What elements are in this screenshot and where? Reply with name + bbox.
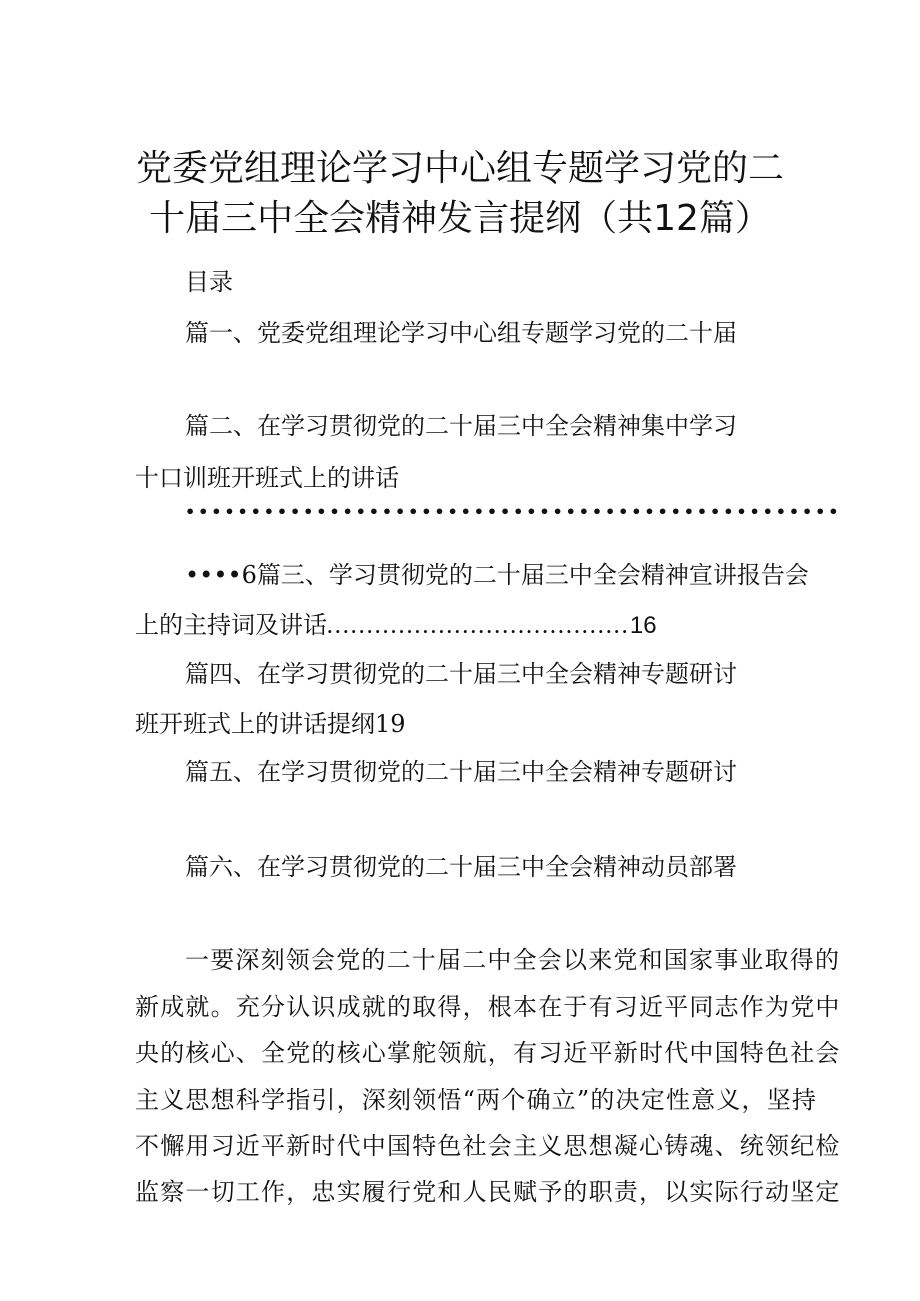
- toc-entry-4-line-1[interactable]: 篇四、在学习贯彻党的二十届三中全会精神专题研讨: [185, 660, 737, 688]
- toc-entry-5[interactable]: 篇五、在学习贯彻党的二十届三中全会精神专题研讨: [185, 758, 737, 786]
- title-line-2: 十届三中全会精神发言提纲（共12篇）: [149, 198, 771, 239]
- toc-entry-3-leader: ......................................: [327, 618, 630, 637]
- body-line-6: 监察一切工作，忠实履行党和人民赋予的职责，以实际行动坚定: [135, 1178, 841, 1206]
- toc-entry-3-line-2[interactable]: [135, 605, 657, 640]
- body-line-3: 央的核心、全党的核心掌舵领航，有习近平新时代中国特色社会: [135, 1039, 841, 1067]
- toc-entry-3-page: 16: [629, 612, 657, 639]
- toc-entry-2-line-1[interactable]: 篇二、在学习贯彻党的二十届三中全会精神集中学习: [185, 412, 737, 440]
- toc-entry-2-leader: ••••••••••••••••••••••••••••••••••••••••••••••••••: [185, 502, 842, 521]
- toc-entry-3-text: 上的主持词及讲话: [135, 611, 327, 639]
- title-line-1: 党委党组理论学习中心组专题学习党的二: [135, 148, 784, 189]
- body-line-1: 一要深刻领会党的二十届二中全会以来党和国家事业取得的: [185, 946, 841, 974]
- body-line-2: 新成就。充分认识成就的取得，根本在于有习近平同志作为党中: [135, 993, 841, 1021]
- toc-entry-3-line-1[interactable]: ••••6篇三、学习贯彻党的二十届三中全会精神宣讲报告会: [185, 561, 809, 589]
- toc-heading: 目录: [185, 268, 233, 296]
- toc-entry-6[interactable]: 篇六、在学习贯彻党的二十届三中全会精神动员部署: [185, 853, 737, 881]
- body-line-4: 主义思想科学指引，深刻领悟“两个确立”的决定性意义，坚持: [135, 1086, 818, 1114]
- body-line-5: 不懈用习近平新时代中国特色社会主义思想凝心铸魂、统领纪检: [135, 1132, 841, 1160]
- toc-entry-4-line-2[interactable]: 班开班式上的讲话提纲19: [135, 710, 406, 738]
- toc-entry-2-line-2[interactable]: 十口训班开班式上的讲话: [135, 464, 399, 492]
- toc-entry-1[interactable]: 篇一、党委党组理论学习中心组专题学习党的二十届: [185, 319, 737, 347]
